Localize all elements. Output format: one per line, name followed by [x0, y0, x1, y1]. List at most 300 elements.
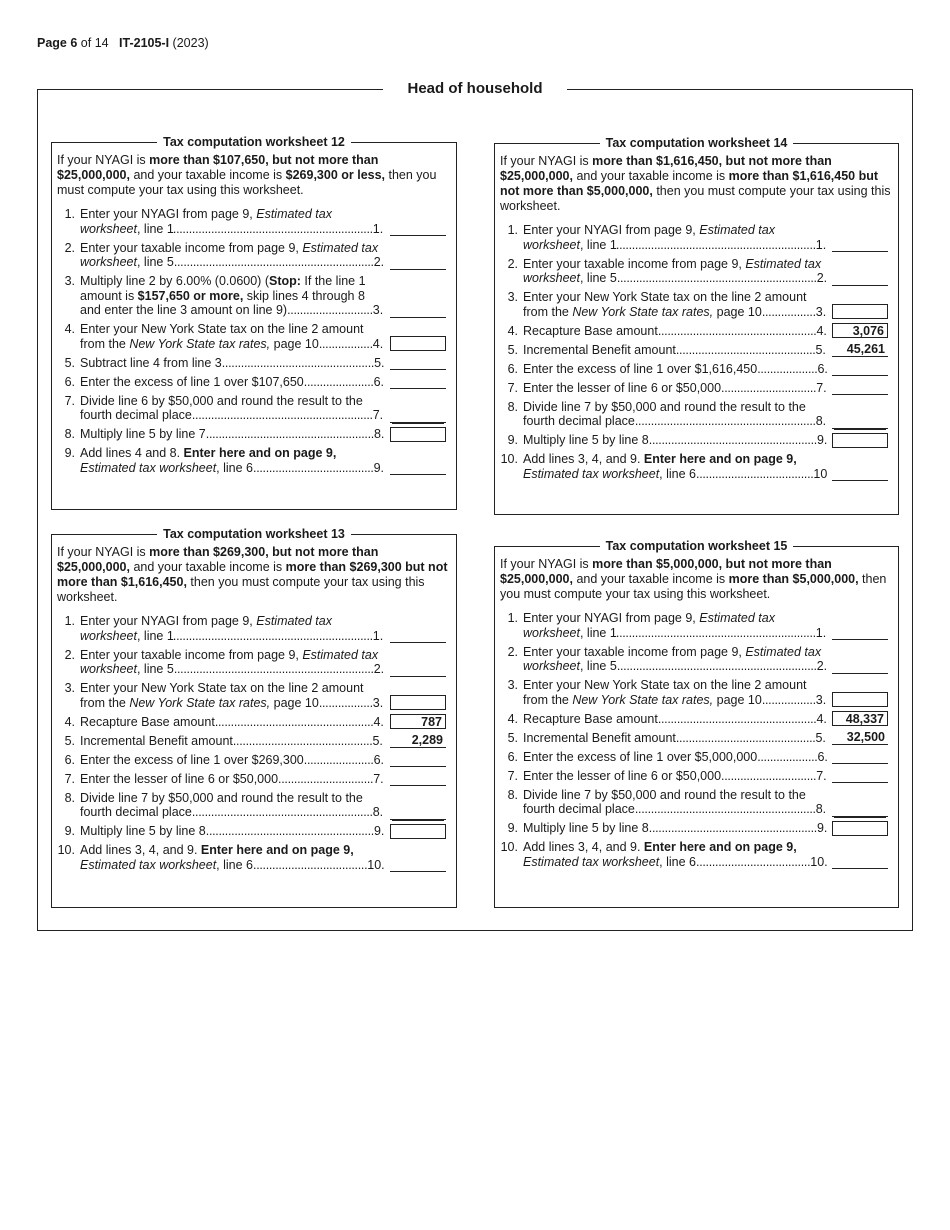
- amount-field[interactable]: [390, 695, 446, 710]
- line-number: 1.: [507, 223, 518, 237]
- amount-field[interactable]: [390, 408, 446, 423]
- worksheet-title: Tax computation worksheet 12: [157, 135, 351, 149]
- line-ref: 7.: [816, 768, 827, 783]
- worksheet-line: [500, 223, 893, 252]
- amount-field[interactable]: [832, 749, 888, 764]
- worksheet-line: [500, 257, 893, 286]
- text-run: more than $5,000,000, but not more than $25,000,000,: [500, 557, 832, 586]
- leader-dots: .....................................: [696, 466, 814, 481]
- amount-field[interactable]: [390, 662, 446, 677]
- text-run: , line 5: [579, 271, 617, 285]
- worksheet-line: [57, 791, 451, 820]
- line-ref: 6.: [817, 749, 828, 764]
- amount-field[interactable]: 45,261: [832, 342, 888, 357]
- leader-dots: .....................................................: [648, 433, 817, 447]
- amount-field[interactable]: [390, 771, 446, 786]
- text-run: Enter your New York State tax on the line 2 amount from the: [523, 678, 807, 707]
- line-ref: 1.: [815, 237, 827, 252]
- text-run: Stop:: [268, 274, 301, 288]
- line-ref: 3.: [372, 695, 384, 710]
- line-ref: 7.: [816, 380, 827, 395]
- text-run: then you must compute your tax using this worksheet.: [500, 184, 891, 213]
- text-run: then you must compute your tax using this worksheet.: [57, 168, 437, 197]
- leader-dots: ............................................: [232, 733, 373, 748]
- text-run: more than $1,616,450 but not more than $5,000,000,: [500, 169, 879, 198]
- text-run: Incremental Benefit amount: [523, 342, 676, 357]
- line-ref: 9.: [816, 821, 828, 835]
- leader-dots: ......................................: [253, 460, 374, 475]
- amount-field[interactable]: [390, 857, 446, 872]
- line-text: [523, 645, 828, 674]
- text-run: Enter your New York State tax on the line 2 amount from the: [80, 681, 364, 710]
- text-run: Estimated tax worksheet: [523, 644, 822, 673]
- text-run: Multiply line 2 by 6.00% (0.0600) (: [80, 274, 269, 288]
- text-run: Estimated tax worksheet: [80, 460, 217, 475]
- leader-dots: .....................................................: [205, 824, 374, 838]
- line-text: [523, 788, 828, 817]
- text-run: $157,650 or more,: [137, 288, 244, 303]
- line-number: 5.: [64, 355, 75, 370]
- text-run: Add lines 3, 4, and 9.: [523, 452, 644, 466]
- text-run: If your NYAGI is: [500, 557, 593, 571]
- leader-dots: ...............................................................: [172, 221, 373, 236]
- amount-field[interactable]: [832, 466, 888, 481]
- line-ref: 4.: [372, 336, 384, 351]
- leader-dots: ..................................................: [214, 714, 374, 729]
- worksheet-title: Tax computation worksheet 15: [600, 539, 794, 553]
- leader-dots: ...................: [757, 749, 818, 764]
- worksheet-lines: [500, 223, 893, 481]
- leader-dots: ..............................: [278, 771, 374, 786]
- text-run: Divide line 7 by $50,000 and round the result to the fourth decimal place: [523, 399, 806, 428]
- amount-field[interactable]: [832, 625, 888, 640]
- line-ref: 2.: [816, 271, 828, 285]
- leader-dots: ...............................................................: [616, 271, 817, 285]
- leader-dots: .........................................................: [191, 408, 373, 422]
- text-run: Multiply line 5 by line 8: [523, 821, 649, 835]
- line-ref: 3.: [815, 692, 827, 707]
- leader-dots: ..................................................: [657, 323, 817, 338]
- worksheet-line: [57, 375, 451, 390]
- amount-field[interactable]: [832, 692, 888, 707]
- text-run: Enter the excess of line 1 over $269,300: [80, 752, 304, 767]
- line-number: 10.: [500, 840, 518, 854]
- line-ref: 5.: [372, 733, 383, 748]
- leader-dots: ...............................................................: [172, 628, 373, 643]
- amount-field[interactable]: [832, 271, 888, 286]
- text-run: , line 1: [136, 628, 173, 643]
- worksheet-intro: [57, 545, 451, 605]
- line-number: 9.: [64, 446, 75, 460]
- amount-field[interactable]: [390, 628, 446, 643]
- leader-dots: .................: [761, 304, 816, 319]
- text-run: If your NYAGI is: [57, 153, 150, 167]
- worksheet-title: Tax computation worksheet 14: [600, 136, 794, 150]
- line-number: 2.: [64, 240, 75, 255]
- text-run: Recapture Base amount: [80, 714, 215, 729]
- text-run: $269,300 or less,: [285, 168, 386, 182]
- line-text: [523, 257, 828, 286]
- worksheet-line: [500, 678, 893, 707]
- text-run: , line 6: [216, 460, 254, 475]
- line-ref: 6.: [817, 361, 828, 376]
- line-number: 9.: [507, 433, 518, 447]
- line-text: [80, 446, 385, 475]
- worksheet-12: [51, 135, 457, 510]
- line-ref: 5.: [815, 730, 826, 745]
- line-text: [80, 356, 385, 371]
- leader-dots: .........................................................: [634, 802, 816, 816]
- text-run: Estimated tax worksheet: [80, 614, 332, 643]
- amount-field[interactable]: [390, 221, 446, 236]
- line-text: [523, 769, 828, 784]
- line-ref: 8.: [372, 805, 384, 819]
- worksheet-line: [57, 843, 451, 872]
- worksheet-line: [500, 712, 893, 727]
- worksheet-line: [500, 290, 893, 319]
- line-text: [80, 791, 385, 820]
- text-run: Enter your NYAGI from page 9,: [523, 611, 700, 625]
- worksheet-line: [500, 769, 893, 784]
- leader-dots: ............................................: [675, 730, 816, 745]
- worksheet-line: [57, 322, 451, 351]
- line-text: [523, 324, 828, 339]
- text-run: Enter here and on page 9,: [643, 452, 797, 466]
- text-run: If your NYAGI is: [500, 154, 593, 168]
- text-run: Add lines 4 and 8.: [80, 446, 184, 460]
- amount-field[interactable]: [832, 361, 888, 376]
- worksheet-line: [500, 324, 893, 339]
- line-text: [80, 427, 385, 442]
- leader-dots: .........................................................: [634, 414, 816, 428]
- line-number: 7.: [507, 768, 518, 783]
- line-text: [523, 343, 828, 358]
- text-run: page 10: [713, 304, 762, 319]
- line-ref: 10: [813, 466, 828, 481]
- worksheet-line: [500, 821, 893, 836]
- worksheet-line: [57, 614, 451, 643]
- line-ref: 9.: [373, 824, 385, 838]
- worksheet-line: [500, 381, 893, 396]
- leader-dots: ...............................................................: [173, 662, 374, 676]
- worksheet-lines: [500, 611, 893, 869]
- amount-field[interactable]: 32,500: [832, 730, 888, 745]
- line-ref: 5.: [815, 342, 826, 357]
- amount-field[interactable]: [832, 821, 888, 836]
- amount-field[interactable]: [390, 805, 446, 820]
- amount-field[interactable]: [390, 460, 446, 475]
- text-run: Multiply line 5 by line 8: [523, 433, 649, 447]
- leader-dots: ...............................................................: [615, 237, 816, 252]
- line-ref: 3.: [815, 304, 827, 319]
- leader-dots: .................: [318, 695, 373, 710]
- text-run: and your taxable income is: [573, 169, 729, 183]
- line-text: [523, 731, 828, 746]
- amount-field[interactable]: [390, 824, 446, 839]
- amount-field[interactable]: [832, 854, 888, 869]
- line-ref: 9.: [373, 460, 385, 475]
- worksheet-15: [494, 539, 899, 908]
- amount-field[interactable]: [832, 768, 888, 783]
- worksheet-line: [500, 343, 893, 358]
- line-text: [80, 734, 385, 749]
- text-run: , line 1: [579, 237, 616, 252]
- amount-field[interactable]: [390, 255, 446, 270]
- text-run: Divide line 7 by $50,000 and round the result to the fourth decimal place: [80, 790, 363, 819]
- text-run: If your NYAGI is: [57, 545, 150, 559]
- line-ref: 4.: [816, 711, 827, 726]
- text-run: Estimated tax worksheet: [523, 611, 775, 640]
- text-run: Enter your taxable income from page 9,: [523, 256, 746, 271]
- worksheet-line: [57, 772, 451, 787]
- line-number: 5.: [507, 342, 518, 357]
- line-text: [80, 681, 385, 710]
- amount-field[interactable]: 2,289: [390, 733, 446, 748]
- worksheet-line: [57, 241, 451, 270]
- leader-dots: .........................................................: [191, 805, 373, 819]
- text-run: Enter your taxable income from page 9,: [523, 644, 746, 659]
- worksheet-13: [51, 527, 457, 908]
- line-ref: 1.: [372, 221, 384, 236]
- text-run: more than $107,650, but not more than $25,000,000,: [57, 153, 379, 182]
- text-run: Recapture Base amount: [523, 711, 658, 726]
- line-text: [523, 750, 828, 765]
- leader-dots: ...........................: [287, 303, 373, 317]
- line-text: [523, 678, 828, 707]
- worksheet-line: [500, 645, 893, 674]
- text-run: Estimated tax worksheet: [523, 223, 775, 252]
- line-number: 2.: [64, 647, 75, 662]
- text-run: , line 6: [216, 857, 254, 872]
- text-run: more than $5,000,000,: [728, 572, 859, 586]
- worksheet-intro: [500, 154, 893, 214]
- amount-field[interactable]: [390, 427, 446, 442]
- text-run: , line 6: [659, 466, 697, 481]
- amount-field[interactable]: [390, 303, 446, 318]
- line-text: [80, 753, 385, 768]
- line-ref: 1.: [372, 628, 384, 643]
- worksheet-lines: [57, 614, 451, 872]
- worksheet-line: [500, 788, 893, 817]
- amount-field[interactable]: [390, 752, 446, 767]
- worksheet-line: [57, 734, 451, 749]
- line-text: [523, 452, 828, 481]
- leader-dots: ......................: [303, 374, 374, 389]
- text-run: page 10: [270, 336, 319, 351]
- text-run: Enter your New York State tax on the line 2 amount from the: [80, 322, 364, 351]
- line-ref: 1.: [815, 625, 827, 640]
- line-number: 10.: [57, 843, 75, 857]
- worksheet-line: [57, 753, 451, 768]
- text-run: more than $1,616,450, but not more than $25,000,000,: [500, 154, 832, 183]
- leader-dots: ...............................................................: [615, 625, 816, 640]
- worksheet-line: [57, 207, 451, 236]
- text-run: Enter your New York State tax on the line 2 amount from the: [523, 290, 807, 319]
- leader-dots: ......................: [303, 752, 374, 767]
- text-run: Divide line 7 by $50,000 and round the result to the fourth decimal place: [523, 787, 806, 816]
- text-run: Enter the lesser of line 6 or $50,000: [523, 380, 722, 395]
- line-number: 4.: [507, 711, 518, 726]
- worksheet-line: [500, 400, 893, 429]
- amount-field[interactable]: [832, 304, 888, 319]
- text-run: page 10: [270, 695, 319, 710]
- amount-field[interactable]: 48,337: [832, 711, 888, 726]
- text-run: , line 5: [579, 659, 617, 673]
- worksheet-line: [57, 824, 451, 839]
- line-text: [80, 375, 385, 390]
- amount-field[interactable]: [832, 414, 888, 429]
- line-ref: 8.: [815, 414, 827, 428]
- text-run: Estimated tax worksheet: [523, 466, 660, 481]
- line-number: 5.: [507, 730, 518, 745]
- text-run: Multiply line 5 by line 7: [80, 427, 206, 441]
- text-run: Enter the excess of line 1 over $5,000,000: [523, 749, 758, 764]
- amount-field[interactable]: [832, 659, 888, 674]
- amount-field[interactable]: [832, 380, 888, 395]
- line-number: 10.: [500, 452, 518, 466]
- leader-dots: .....................................................: [205, 427, 374, 441]
- line-ref: 6.: [373, 752, 385, 767]
- line-ref: 2.: [373, 662, 385, 676]
- line-ref: 5.: [374, 355, 385, 370]
- amount-field[interactable]: [832, 802, 888, 817]
- worksheet-line: [500, 611, 893, 640]
- text-run: Estimated tax worksheet: [523, 854, 660, 869]
- line-number: 6.: [507, 361, 518, 376]
- line-text: [80, 715, 385, 730]
- text-run: Estimated tax worksheet: [80, 857, 217, 872]
- text-run: New York State tax rates,: [129, 695, 271, 710]
- page-total: of 14: [80, 36, 109, 50]
- worksheet-lines: [57, 207, 451, 475]
- worksheet-line: [500, 362, 893, 377]
- text-run: Estimated tax worksheet: [80, 240, 379, 269]
- line-number: 9.: [64, 824, 75, 838]
- worksheet-line: [500, 433, 893, 448]
- leader-dots: ..................................................: [657, 711, 817, 726]
- worksheet-line: [57, 356, 451, 371]
- section-title: Head of household: [383, 80, 567, 98]
- line-number: 8.: [64, 790, 75, 805]
- line-number: 3.: [507, 290, 518, 304]
- amount-field[interactable]: [390, 374, 446, 389]
- line-ref: 8.: [815, 802, 827, 816]
- text-run: Incremental Benefit amount: [523, 730, 676, 745]
- amount-field[interactable]: [832, 237, 888, 252]
- line-number: 6.: [64, 374, 75, 389]
- text-run: New York State tax rates,: [129, 336, 271, 351]
- line-ref: 7.: [373, 771, 384, 786]
- amount-field[interactable]: [390, 355, 446, 370]
- line-text: [80, 394, 385, 423]
- text-run: Add lines 3, 4, and 9.: [80, 843, 201, 857]
- line-text: [80, 648, 385, 677]
- line-text: [80, 824, 385, 839]
- worksheet-intro: [57, 153, 451, 198]
- line-number: 7.: [507, 380, 518, 395]
- text-run: Enter your NYAGI from page 9,: [523, 223, 700, 237]
- line-text: [80, 207, 385, 236]
- line-text: [80, 772, 385, 787]
- text-run: and your taxable income is: [573, 572, 729, 586]
- line-ref: 10.: [810, 854, 828, 869]
- leader-dots: ..............................: [721, 380, 817, 395]
- line-number: 3.: [507, 678, 518, 692]
- line-text: [523, 840, 828, 869]
- line-number: 8.: [64, 427, 75, 441]
- worksheet-intro: [500, 557, 893, 602]
- leader-dots: ................................................: [221, 355, 375, 370]
- worksheet-line: [57, 715, 451, 730]
- line-number: 6.: [64, 752, 75, 767]
- leader-dots: .................: [318, 336, 373, 351]
- text-run: Enter your NYAGI from page 9,: [80, 207, 257, 221]
- text-run: Estimated tax worksheet: [523, 256, 822, 285]
- amount-field[interactable]: 787: [390, 714, 446, 729]
- text-run: , line 5: [136, 255, 174, 269]
- line-number: 3.: [64, 274, 75, 288]
- leader-dots: ...............................................................: [173, 255, 374, 269]
- text-run: Divide line 6 by $50,000 and round the result to the fourth decimal place: [80, 393, 363, 422]
- form-id: IT-2105-I: [119, 36, 170, 50]
- leader-dots: ..............................: [721, 768, 817, 783]
- line-text: [523, 290, 828, 319]
- line-number: 5.: [64, 733, 75, 748]
- page-number: Page 6: [37, 36, 78, 50]
- line-ref: 7.: [372, 408, 384, 422]
- line-number: 7.: [64, 393, 75, 408]
- text-run: If the line 1 amount is: [80, 274, 366, 303]
- line-text: [80, 241, 385, 270]
- text-run: Estimated tax worksheet: [80, 647, 379, 676]
- line-number: 9.: [507, 821, 518, 835]
- text-run: Recapture Base amount: [523, 323, 658, 338]
- amount-field[interactable]: [390, 336, 446, 351]
- amount-field[interactable]: 3,076: [832, 323, 888, 338]
- text-run: , line 1: [136, 221, 173, 236]
- text-run: and your taxable income is: [130, 168, 286, 182]
- text-run: Enter the excess of line 1 over $107,650: [80, 374, 304, 389]
- leader-dots: ...................: [757, 361, 818, 376]
- text-run: and your taxable income is: [130, 560, 286, 574]
- line-number: 2.: [507, 644, 518, 659]
- line-number: 4.: [64, 714, 75, 729]
- text-run: , line 1: [579, 625, 616, 640]
- text-run: skip lines 4 through 8 and enter the line 3 amount on line 9): [80, 288, 365, 317]
- amount-field[interactable]: [832, 433, 888, 448]
- leader-dots: ....................................: [696, 854, 811, 869]
- worksheet-line: [500, 840, 893, 869]
- text-run: Incremental Benefit amount: [80, 733, 233, 748]
- text-run: Enter here and on page 9,: [183, 446, 337, 460]
- worksheet-title: Tax computation worksheet 13: [157, 527, 351, 541]
- form-year: (2023): [172, 36, 209, 50]
- worksheet-line: [57, 427, 451, 442]
- line-ref: 4.: [373, 714, 384, 729]
- leader-dots: .................: [761, 692, 816, 707]
- worksheet-14: [494, 136, 899, 515]
- text-run: more than $269,300, but not more than $25,000,000,: [57, 545, 379, 574]
- line-ref: 2.: [373, 255, 385, 269]
- line-ref: 6.: [373, 374, 385, 389]
- line-ref: 3.: [372, 303, 384, 317]
- line-text: [523, 611, 828, 640]
- line-number: 1.: [507, 611, 518, 625]
- line-text: [80, 843, 385, 872]
- text-run: Subtract line 4 from line 3: [80, 355, 222, 370]
- text-run: Enter here and on page 9,: [200, 843, 354, 857]
- text-run: Enter the lesser of line 6 or $50,000: [523, 768, 722, 783]
